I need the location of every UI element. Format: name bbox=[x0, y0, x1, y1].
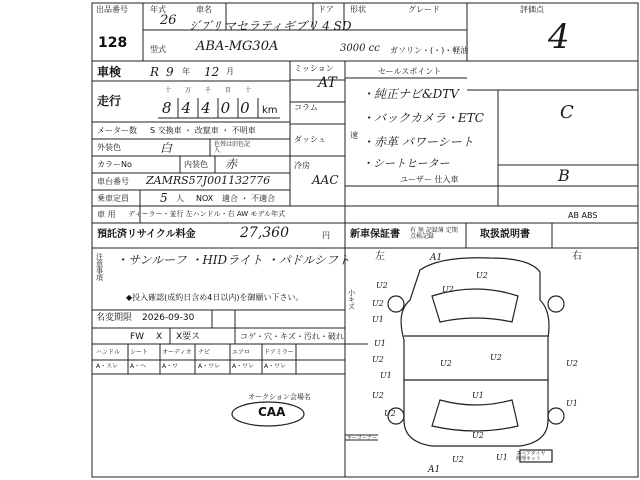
exterior-label: 外装色 bbox=[97, 143, 121, 152]
bt-navi-value: A・ワレ bbox=[198, 363, 221, 370]
fuel-note: ガソリン・(・)・軽油 bbox=[390, 46, 469, 55]
inspection-year: 9 bbox=[166, 65, 174, 79]
column-label: コラム bbox=[294, 103, 318, 112]
bt-seat-value: A・ヘ bbox=[130, 363, 147, 370]
manual-label: 取扱説明書 bbox=[480, 229, 530, 240]
transmission-label: ミッション bbox=[294, 64, 334, 73]
sales-point-2: ・バックカメラ・ETC bbox=[362, 111, 484, 125]
inspection-label: 車検 bbox=[97, 65, 122, 79]
chassis-label: 車台番号 bbox=[97, 177, 129, 186]
bt-handle-label: ハンドル bbox=[96, 349, 121, 356]
seats-value: 5 bbox=[160, 191, 168, 205]
inspection-year-unit: 年 bbox=[182, 67, 190, 76]
source-label: ユーザー 仕入車 bbox=[400, 175, 459, 184]
warranty-label: 新車保証書 bbox=[350, 229, 400, 240]
damage-mark: U1 bbox=[374, 339, 386, 348]
damage-mark: U2 bbox=[566, 359, 578, 368]
recycle-value: 27,360 bbox=[240, 225, 289, 241]
damage-mark: U1 bbox=[372, 315, 384, 324]
damage-mark: U2 bbox=[372, 355, 384, 364]
bt-damage: コゲ・穴・キズ・汚れ・破れ bbox=[240, 332, 344, 341]
seats-unit: 人 bbox=[176, 194, 184, 203]
notes-text: ・サンルーフ ・HIDライト ・パドルシフト bbox=[116, 253, 351, 267]
score-label: 評価点 bbox=[520, 5, 544, 14]
name-change-label: 名変期限 bbox=[96, 313, 133, 323]
rear-mark: A1 bbox=[428, 465, 441, 475]
bt-aero-value: A・ワレ bbox=[232, 363, 255, 370]
sales-points-label: セールスポイント bbox=[378, 67, 442, 76]
name-change-date: 2026-09-30 bbox=[142, 313, 195, 323]
options-items: ディーラー・並行 左ハンドル・右 AW モデル年式 bbox=[128, 210, 286, 218]
auction-stamp-label: オークション会場名 bbox=[248, 393, 311, 401]
sales-point-4: ・シートヒーター bbox=[362, 157, 450, 170]
meter-label: メーター数 bbox=[97, 126, 137, 135]
chassis-value: ZAMRS57J001132776 bbox=[146, 174, 271, 187]
color-no-label: カラーNo bbox=[97, 160, 132, 169]
door-label: ドア bbox=[318, 5, 334, 14]
bt-x: X bbox=[156, 332, 163, 342]
interior-value: 赤 bbox=[225, 157, 238, 171]
damage-mark: U2 bbox=[376, 281, 388, 290]
notes-label: 注意事項 bbox=[96, 253, 103, 282]
car-name-label: 車名 bbox=[196, 5, 212, 14]
handwritten-car-name: ｼﾞﾌﾞﾘ マセラティギブリ 4 SD bbox=[190, 19, 352, 33]
damage-mark: U2 bbox=[372, 391, 384, 400]
mileage-unit-ten: 十 bbox=[165, 87, 172, 94]
meter-options: S 交換車 ・ 改竄車 ・ 不明車 bbox=[150, 126, 256, 135]
handwritten-cc: 3000 cc bbox=[340, 43, 380, 54]
damage-mark: U2 bbox=[440, 359, 452, 368]
mileage-unit: km bbox=[262, 105, 278, 116]
bt-mirror-label: ドアミラー bbox=[264, 349, 294, 356]
mileage-unit-10k: 万 bbox=[185, 87, 192, 94]
cooling-value: AAC bbox=[312, 173, 339, 187]
bt-seat-label: シート bbox=[130, 349, 149, 356]
bt-navi-label: ナビ bbox=[198, 349, 211, 356]
shape-label: 形状 bbox=[350, 5, 366, 14]
spare-label: スペアタイヤ 修理キット bbox=[516, 451, 546, 462]
diagram-left-label: 左 bbox=[375, 251, 385, 262]
front-mark: A1 bbox=[430, 253, 443, 263]
lot-label: 出品番号 bbox=[96, 5, 128, 14]
diagram-side-label: 小キズ bbox=[348, 289, 355, 311]
damage-mark: U2 bbox=[472, 431, 484, 440]
interior-label: 内装色 bbox=[184, 160, 208, 169]
damage-mark: U1 bbox=[496, 453, 508, 462]
interior-grade: C bbox=[560, 102, 574, 123]
warranty-note: 有 無 記録簿 定期点検記録 bbox=[410, 227, 458, 240]
nox-label: NOX bbox=[196, 194, 214, 203]
damage-mark: U2 bbox=[476, 271, 488, 280]
year-value: 26 bbox=[160, 13, 177, 28]
mileage-unit-10: 十 bbox=[245, 87, 252, 94]
ab-abs-items: AB ABS bbox=[568, 211, 598, 220]
bt-x-yosu: X要ス bbox=[176, 332, 201, 342]
mileage-unit-1k: 千 bbox=[205, 87, 212, 94]
handwritten-model: ABA-MG30A bbox=[196, 39, 279, 54]
mileage-label: 走行 bbox=[97, 94, 122, 108]
damage-mark: U2 bbox=[442, 285, 454, 294]
bt-fw: FW bbox=[130, 332, 145, 342]
options-label: 車 用 bbox=[97, 210, 116, 219]
bt-audio-label: オーディオ bbox=[162, 349, 192, 356]
speed-label: 速 bbox=[350, 131, 358, 140]
inspection-month-unit: 月 bbox=[226, 67, 234, 76]
score-value: 4 bbox=[548, 17, 570, 57]
damage-mark: U2 bbox=[372, 299, 384, 308]
exterior-grade: B bbox=[558, 166, 570, 185]
exterior-value: 白 bbox=[160, 141, 173, 155]
model-row-label: 型式 bbox=[150, 45, 166, 54]
damage-mark: U1 bbox=[566, 399, 578, 408]
recycle-unit: 円 bbox=[322, 231, 330, 240]
recycle-label: 預託済リサイクル料金 bbox=[97, 229, 196, 240]
exterior-note: 色替は旧色記入 bbox=[214, 141, 251, 154]
bt-aero-label: エアロ bbox=[232, 349, 251, 356]
sales-point-1: ・純正ナビ&DTV bbox=[362, 87, 459, 101]
damage-mark: U2 bbox=[384, 409, 396, 418]
seats-label: 乗車定員 bbox=[97, 194, 129, 203]
dash-label: ダッシュ bbox=[294, 135, 326, 144]
mileage-unit-100: 百 bbox=[225, 87, 232, 94]
damage-mark: U2 bbox=[452, 455, 464, 464]
auction-stamp-logo: CAA bbox=[258, 405, 286, 419]
damage-mark: U1 bbox=[380, 371, 392, 380]
year-label: 年式 bbox=[150, 5, 166, 14]
transmission-value: AT bbox=[318, 75, 337, 91]
bt-mirror-value: A・ワレ bbox=[264, 363, 287, 370]
damage-mark: U1 bbox=[472, 391, 484, 400]
inspection-era: R bbox=[150, 65, 160, 79]
sales-point-3: ・赤革 パワーシート bbox=[362, 135, 474, 149]
lot-number: 128 bbox=[98, 35, 128, 51]
diagram-bottom-label: キーコーナー bbox=[347, 435, 378, 441]
bt-audio-value: A・ワ bbox=[162, 363, 179, 370]
inspection-month: 12 bbox=[204, 65, 220, 79]
diagram-right-label: 右 bbox=[572, 251, 582, 262]
mileage-value: 84400 bbox=[162, 99, 260, 117]
cooling-label: 冷房 bbox=[294, 161, 310, 170]
grade-label: グレード bbox=[408, 5, 440, 14]
nox-options: 適合 ・ 不適合 bbox=[222, 194, 276, 203]
bt-handle-value: A・スレ bbox=[96, 363, 119, 370]
notes-stamp: ◆投入確認(成約日含め4日以内)を御願い下さい。 bbox=[126, 293, 304, 302]
damage-mark: U2 bbox=[490, 353, 502, 362]
